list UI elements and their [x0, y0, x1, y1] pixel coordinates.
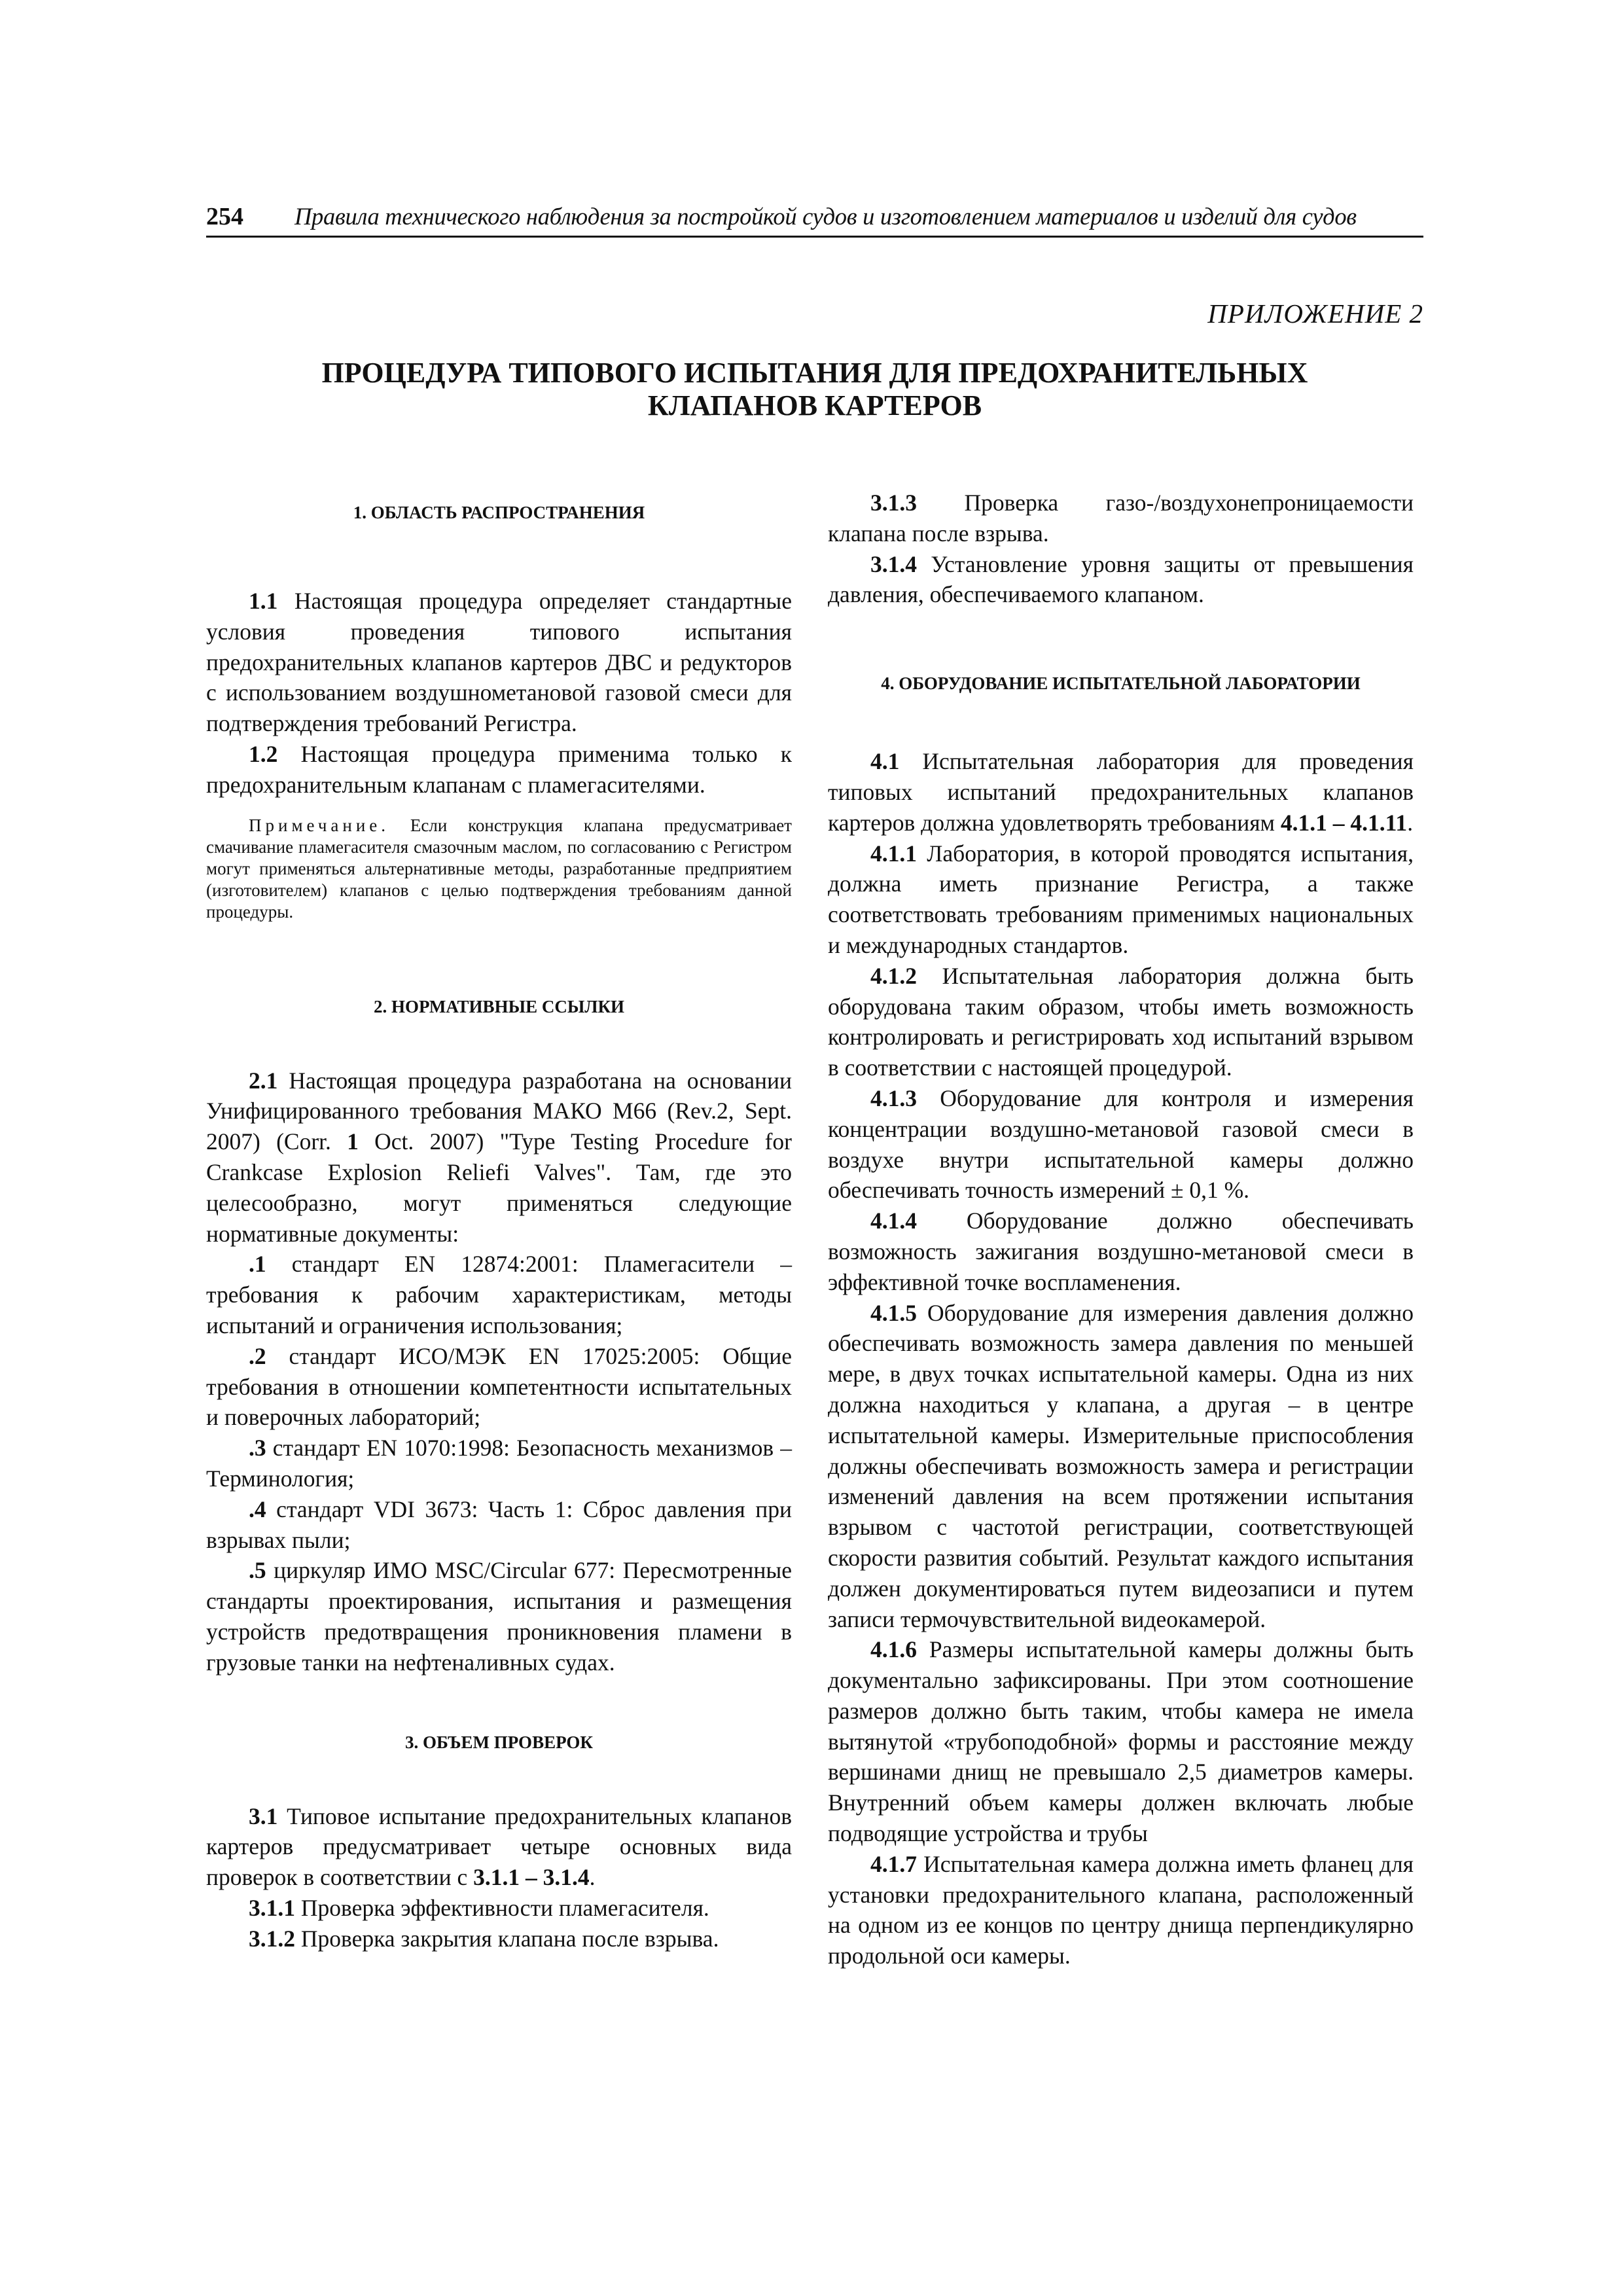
paragraph-3-1-4	[828, 549, 1414, 611]
note	[206, 815, 792, 923]
section-heading-1: 1. ОБЛАСТЬ РАСПРОСТРАНЕНИЯ	[353, 503, 645, 522]
list-item-4	[206, 1494, 792, 1556]
spacer	[206, 923, 792, 982]
clause-number: 3.1.4	[870, 550, 917, 577]
paragraph-4-1-2	[828, 961, 1414, 1083]
appendix-label: ПРИЛОЖЕНИЕ 2	[1207, 298, 1423, 329]
paragraph-2-1	[206, 1066, 792, 1249]
item-text: стандарт EN 1070:1998: Безопасность механизмов – Терминология;	[206, 1435, 792, 1492]
paragraph-3-1-1	[206, 1893, 792, 1924]
paragraph-text: Проверка газо-/воздухонепроницаемости клапана после взрыва.	[828, 490, 1414, 547]
paragraph-3-1-3	[828, 488, 1414, 549]
clause-number: 4.1.4	[870, 1208, 917, 1234]
paragraph-3-1	[206, 1801, 792, 1893]
paragraph-text: Проверка эффективности пламегасителя.	[295, 1894, 709, 1921]
clause-number: 4.1.1	[870, 840, 917, 867]
note-label: Примечание.	[249, 815, 390, 835]
clause-number: 4.1.2	[870, 962, 917, 989]
paragraph-text: Размеры испытательной камеры должны быть документально зафиксированы. При этом соотношение размеров должно быть таким, чтобы камера не имела вытянутой «трубоподобной» формы и расстояние между вершинами днищ не превышало 2,5 диаметров камеры. Внутренний объем камеры должен включать любые подводящие устройства и трубы	[828, 1636, 1414, 1847]
clause-number: 4.1.5	[870, 1299, 917, 1326]
item-number: .5	[249, 1557, 266, 1584]
paragraph-text: Настоящая процедура применима только к предохранительным клапанам с пламегасителями.	[206, 740, 792, 798]
paragraph-text: Испытательная лаборатория должна быть оборудована таким образом, чтобы иметь возможность контролировать и регистрировать ход испытаний взрывом в соответствии с настоящей процедурой.	[828, 962, 1414, 1081]
paragraph-text: Оборудование для измерения давления должно обеспечивать возможность замера давления по меньшей мере, в двух точках испытательной камеры. Одна из них должна находиться у клапана, а другая – в центре испытательной камеры. Измерительные приспособления должны обеспечивать возможность замера и регистрации изменений давления на всем протяжении испытания взрывом с частотой регистрации, соответствующей скорости развития событий. Результат каждого испытания должен документироваться путем видеозаписи и путем записи термочувствительной видеокамерой.	[828, 1299, 1414, 1632]
clause-number: 3.1.3	[870, 490, 917, 516]
section-heading-2: 2. НОРМАТИВНЫЕ ССЫЛКИ	[373, 996, 625, 1016]
item-text: стандарт ИСО/МЭК EN 17025:2005: Общие требования в отношении компетентности испытательных и поверочных лабораторий;	[206, 1342, 792, 1431]
paragraph-1-2	[206, 739, 792, 800]
item-number: .4	[249, 1496, 266, 1522]
clause-number: 3.1.1	[249, 1894, 295, 1921]
clause-reference: 4.1.1 – 4.1.11	[1280, 809, 1408, 836]
paragraph-text: Установление уровня защиты от превышения давления, обеспечиваемого клапаном.	[828, 550, 1414, 608]
item-number: .1	[249, 1251, 266, 1278]
document-title-line-2: КЛАПАНОВ КАРТЕРОВ	[647, 389, 982, 422]
paragraph-text: Проверка закрытия клапана после взрыва.	[295, 1925, 719, 1952]
clause-reference: 3.1.1 – 3.1.4	[473, 1864, 590, 1891]
clause-number: 1.2	[249, 740, 278, 767]
right-column	[828, 488, 1414, 1971]
paragraph-1-1	[206, 586, 792, 739]
clause-number: 4.1.6	[870, 1636, 917, 1663]
item-text: стандарт EN 12874:2001: Пламегасители – требования к рабочим характеристикам, методы испытаний и ограничения использования;	[206, 1251, 792, 1338]
paragraph-text: Испытательная лаборатория для проведения типовых испытаний предохранительных клапанов картеров должна удовлетворять требованиям	[828, 748, 1414, 836]
clause-number: 3.1.2	[249, 1925, 295, 1952]
paragraph-text: Типовое испытание предохранительных клапанов картеров предусматривает четыре основных вида проверок в соответствии с	[206, 1803, 792, 1891]
section-heading-3: 3. ОБЪЕМ ПРОВЕРОК	[405, 1732, 593, 1752]
list-item-2	[206, 1341, 792, 1433]
running-title: Правила технического наблюдения за постройкой судов и изготовлением материалов и изделий для судов	[294, 203, 1357, 230]
paragraph-text: Oct. 2007) "Type Testing Procedure for Crankcase Explosion Reliefi Valves". Там, где это целесообразно, могут применяться следующие нормативные документы:	[206, 1128, 792, 1247]
paragraph-text: Испытательная камера должна иметь фланец для установки предохранительного клапана, расположенный на одном из ее концов по центру днища перпендикулярно продольной оси камеры.	[828, 1850, 1414, 1969]
paragraph-4-1-1	[828, 838, 1414, 961]
paragraph-text: Настоящая процедура определяет стандартные условия проведения типового испытания предохранительных клапанов картеров ДВС и редукторов с использованием воздушнометановой газовой смеси для подтверждения требований Регистра.	[206, 588, 792, 737]
paragraph-4-1-7	[828, 1849, 1414, 1971]
section-heading-4: 4. ОБОРУДОВАНИЕ ИСПЫТАТЕЛЬНОЙ ЛАБОРАТОРИИ	[881, 673, 1361, 694]
paragraph-4-1-3	[828, 1083, 1414, 1206]
spacer	[206, 1678, 792, 1717]
list-item-1	[206, 1249, 792, 1340]
running-header	[206, 196, 1423, 238]
item-text: циркуляр ИМО MSC/Circular 677: Пересмотренные стандарты проектирования, испытания и размещения устройств предотвращения проникновения пламени в грузовые танки на нефтеналивных судах.	[206, 1557, 792, 1676]
left-column	[206, 488, 792, 1954]
paragraph-4-1-6	[828, 1634, 1414, 1849]
list-item-5	[206, 1555, 792, 1677]
paragraph-text: .	[589, 1864, 596, 1891]
clause-number: 2.1	[249, 1067, 278, 1094]
paragraph-text: Настоящая процедура разработана на основании Унифицированного требования МАКО М66 (Rev.2, Sept. 2007) (Corr.	[206, 1067, 792, 1155]
note-text: Если конструкция клапана предусматривает смачивание пламегасителя смазочным маслом, по согласованию с Регистром могут применяться альтернативные методы, разработанные предприятием (изготовителем) клапанов с целью подтверждения требованиям данной процедуры.	[206, 815, 792, 922]
document-title-line-1: ПРОЦЕДУРА ТИПОВОГО ИСПЫТАНИЯ ДЛЯ ПРЕДОХРАНИТЕЛЬНЫХ	[321, 357, 1308, 389]
paragraph-4-1-4	[828, 1206, 1414, 1297]
bold-number: 1	[347, 1128, 359, 1155]
item-number: .3	[249, 1435, 266, 1462]
clause-number: 3.1	[249, 1803, 278, 1829]
paragraph-3-1-2	[206, 1924, 792, 1954]
page-number: 254	[206, 203, 243, 230]
paragraph-4-1-5	[828, 1298, 1414, 1635]
paragraph-text: Лаборатория, в которой проводятся испытания, должна иметь признание Регистра, а также соответствовать требованиям применимых национальных и международных стандартов.	[828, 840, 1414, 958]
clause-number: 4.1.3	[870, 1085, 917, 1111]
paragraph-text: .	[1407, 809, 1414, 836]
paragraph-text: Оборудование для контроля и измерения концентрации воздушно-метановой газовой смеси в воздухе внутри испытательной камеры должно обеспечивать точность измерений ± 0,1 %.	[828, 1085, 1414, 1204]
clause-number: 1.1	[249, 588, 278, 614]
list-item-3	[206, 1433, 792, 1494]
paragraph-text: Оборудование должно обеспечивать возможность зажигания воздушно-метановой смеси в эффективной точке воспламенения.	[828, 1208, 1414, 1295]
item-text: стандарт VDI 3673: Часть 1: Сброс давления при взрывах пыли;	[206, 1496, 792, 1553]
paragraph-4-1	[828, 746, 1414, 838]
item-number: .2	[249, 1342, 266, 1369]
clause-number: 4.1.7	[870, 1850, 917, 1877]
clause-number: 4.1	[870, 748, 900, 775]
document-title	[206, 357, 1423, 422]
